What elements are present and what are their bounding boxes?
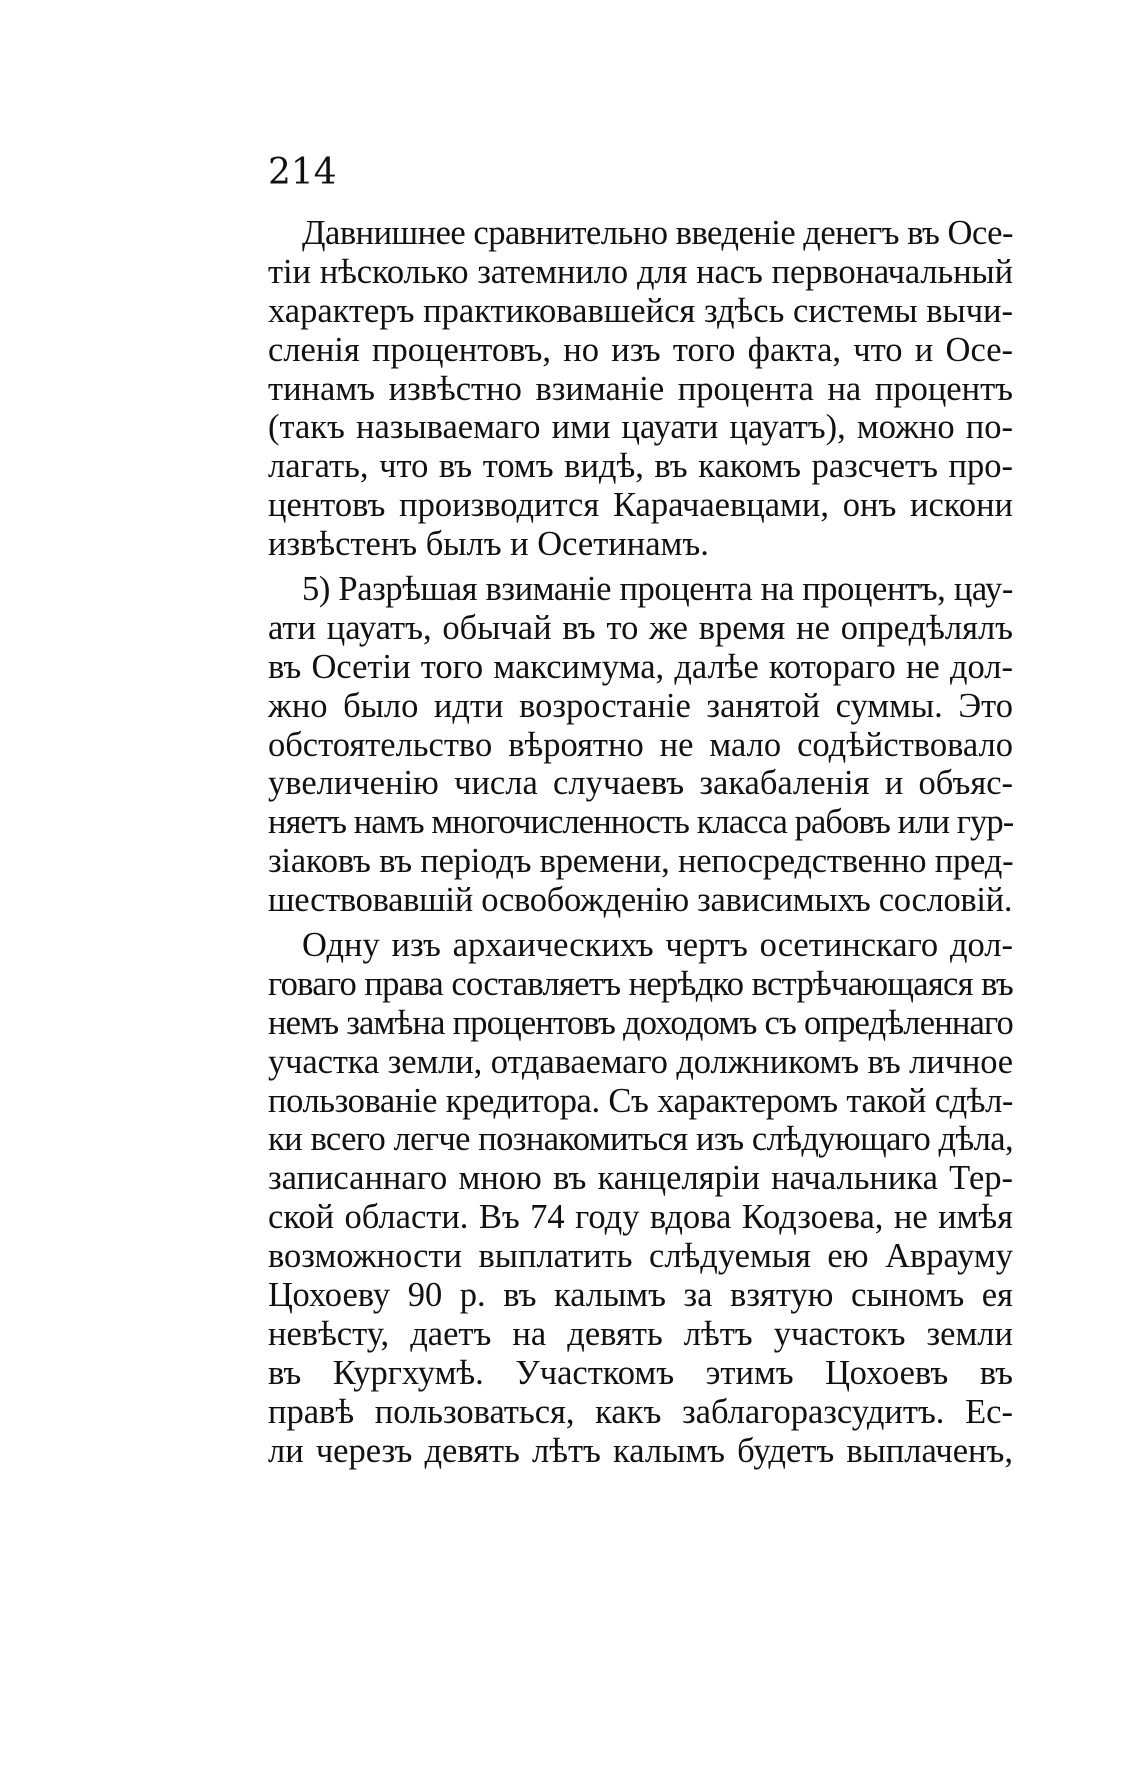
text-line: ли черезъ девять лѣтъ калымъ будетъ выплаченъ, — [268, 1431, 1013, 1470]
text-line: немъ замѣна процентовъ доходомъ съ опредѣленнаго — [268, 1003, 1013, 1042]
text-line: лагать, что въ томъ видѣ, въ какомъ разсчетъ про- — [268, 447, 1013, 486]
text-line: няетъ намъ многочисленность класса рабовъ или гур- — [268, 803, 1014, 842]
text-line: Цохоеву 90 р. въ калымъ за взятую сыномъ ея — [268, 1276, 1013, 1315]
text-line: сленія процентовъ, но изъ того факта, что и Осе- — [268, 330, 1013, 369]
text-line: обстоятельство вѣроятно не мало содѣйствовало — [268, 725, 1013, 764]
text-line: тіи нѣсколько затемнило для насъ первоначальный — [268, 252, 1013, 291]
text-line: Одну изъ архаическихъ чертъ осетинскаго дол- — [302, 926, 1013, 965]
paragraph-2 — [268, 570, 1013, 920]
text-line: жно было идти возростаніе занятой суммы. Это — [268, 686, 1013, 725]
page-number: 214 — [268, 152, 337, 193]
text-line: возможности выплатить слѣдуемыя ею Аврауму — [268, 1237, 1013, 1276]
text-line: въ Кургхумѣ. Участкомъ этимъ Цохоевъ въ — [268, 1353, 1013, 1392]
text-line: Давнишнее сравнительно введеніе денегъ въ Осе- — [302, 214, 1013, 252]
text-line: зіаковъ въ періодъ времени, непосредственно пред- — [268, 842, 1014, 881]
body-text — [268, 214, 1013, 1471]
text-line: тинамъ извѣстно взиманіе процента на процентъ — [268, 369, 1013, 408]
text-line: невѣсту, даетъ на девять лѣтъ участокъ земли — [268, 1314, 1013, 1353]
text-line: правѣ пользоваться, какъ заблагоразсудитъ. Ес- — [268, 1392, 1013, 1431]
text-line: 5) Разрѣшая взиманіе процента на процентъ, цау- — [302, 570, 1013, 609]
text-line: увеличенію числа случаевъ закабаленія и объяс- — [268, 764, 1013, 803]
text-line: извѣстенъ былъ и Осетинамъ. — [268, 525, 709, 564]
text-line: центовъ производится Карачаевцами, онъ искони — [268, 486, 1013, 525]
paragraph-1 — [268, 214, 1013, 564]
text-line: участка земли, отдаваемаго должникомъ въ личное — [268, 1042, 1013, 1081]
text-line: (такъ называемаго ими цауати цауатъ), можно по- — [268, 408, 1013, 447]
paragraph-3 — [268, 926, 1013, 1470]
text-line: характеръ практиковавшейся здѣсь системы вычи- — [268, 291, 1013, 330]
text-line: записаннаго мною въ канцеляріи начальника Тер- — [268, 1159, 1013, 1198]
text-line: шествовавшій освобожденію зависимыхъ сословій. — [268, 881, 1013, 920]
text-line: говаго права составляетъ нерѣдко встрѣчающаяся въ — [268, 964, 1013, 1003]
text-line: въ Осетіи того максимума, далѣе котораго не дол- — [268, 647, 1013, 686]
text-line: ати цауатъ, обычай въ то же время не опредѣлялъ — [268, 608, 1013, 647]
text-line: ки всего легче познакомиться изъ слѣдующаго дѣла, — [268, 1120, 1013, 1159]
text-line: ской области. Въ 74 году вдова Кодзоева, не имѣя — [268, 1198, 1013, 1237]
text-line: пользованіе кредитора. Съ характеромъ такой сдѣл- — [268, 1081, 1013, 1120]
